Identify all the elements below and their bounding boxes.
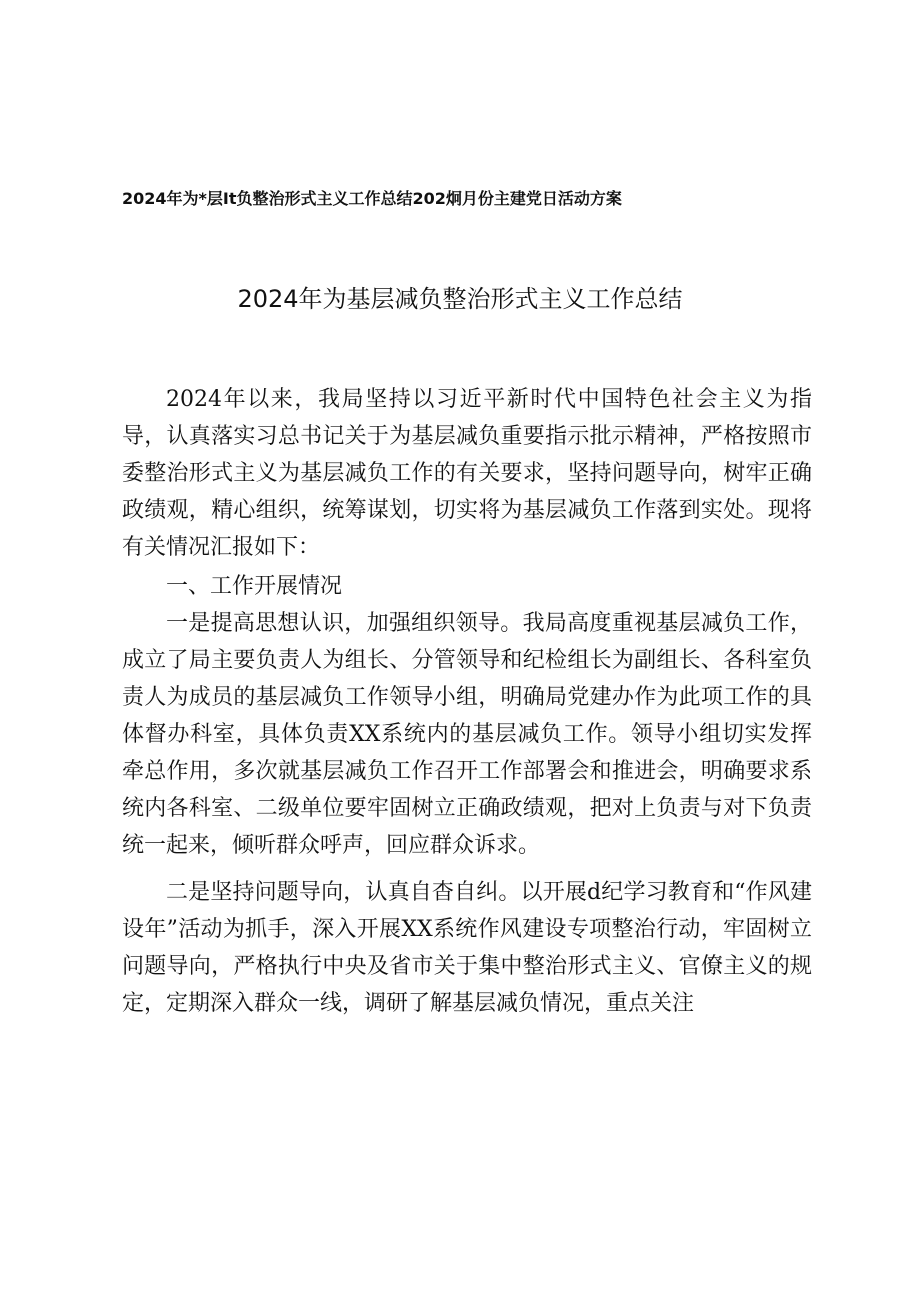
section-heading: 一、工作开展情况 xyxy=(166,574,343,599)
paragraph-point-two: 二是坚持问题导向，认真自杳自纠。以开展d纪学习教育和“作风建设年”活动为抓手，深入开展XX系统作风建设专项整治行动，牢固树立问题导向，严格执行中央及省市关于集中整治形式主义、官僚主义的规定，定期深入群众一线，调研了解基层减负情况，重点关注 xyxy=(122,880,812,1016)
document-title: 2024年为基层减负整治形式主义工作总结 xyxy=(237,285,683,313)
document-header: 2024年为*层It负整治形式主义工作总结202炯月份主建党日活动方案 xyxy=(122,189,622,208)
document-body xyxy=(122,381,812,1022)
paragraph-intro: 2024年以来，我局坚持以习近平新时代中国特色社会主义为指导，认真落实习总书记关于为基层减负重要指示批示精神，严格按照市委整治形式主义为基层减负工作的有关要求，坚持问题导向，树牢正确政绩观，精心组织，统筹谋划，切实将为基层减负工作落到实处。现将有关情况汇报如下： xyxy=(122,387,812,560)
paragraph-point-one: 一是提高思想认识，加强组织领导。我局高度重视基层减负工作，成立了局主要负责人为组长、分管领导和纪检组长为副组长、各科室负责人为成员的基层减负工作领导小组，明确局党建办作为此项工作的具体督办科室，具体负责XX系统内的基层减负工作。领导小组切实发挥牵总作用，多次就基层减负工作召开工作部署会和推进会，明确要求系统内各科室、二级单位要牢固树立正确政绩观，把对上负责与对下负责统一起来，倾听群众呼声，回应群众诉求。 xyxy=(122,611,812,858)
